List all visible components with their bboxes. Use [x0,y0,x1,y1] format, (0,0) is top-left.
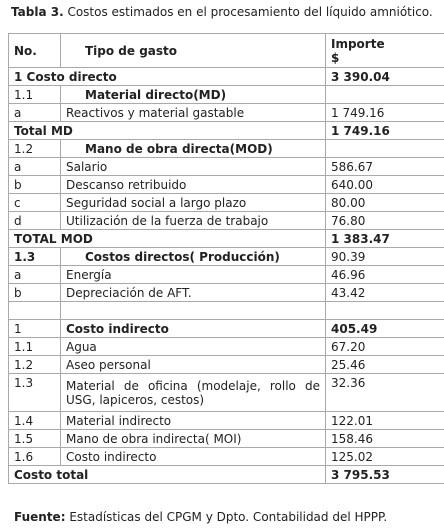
cell-tipo: Costo indirecto [61,448,326,466]
header-no: No. [9,34,61,68]
table-row [9,338,444,356]
cell-tipo: Costos directos( Producción) [61,248,326,266]
cell-importe: 90.39 [326,248,444,266]
table-row [9,122,444,140]
cell-importe: 158.46 [326,430,444,448]
header-importe [326,34,444,68]
cell-no: c [9,194,61,212]
table-row [9,140,444,158]
cell-tipo: Descanso retribuido [61,176,326,194]
cell-importe: 76.80 [326,212,444,230]
table-row [9,320,444,338]
cell-no: 1.1 [9,86,61,104]
cell-importe: 43.42 [326,284,444,302]
cell-no [9,302,61,320]
table-row [9,230,444,248]
cell-importe [326,302,444,320]
cell-importe: 3 390.04 [326,68,444,86]
table-row [9,194,444,212]
cell-label: TOTAL MOD [9,230,326,248]
cell-importe: 1 749.16 [326,122,444,140]
cell-tipo: Reactivos y material gastable [61,104,326,122]
table-row [9,266,444,284]
footer-label: Fuente: [14,510,66,524]
cell-importe [326,140,444,158]
cell-no: a [9,104,61,122]
cell-label: Total MD [9,122,326,140]
table-row [9,430,444,448]
cell-importe [326,86,444,104]
cell-tipo: Depreciación de AFT. [61,284,326,302]
cell-importe: 405.49 [326,320,444,338]
table-caption [11,5,441,19]
cell-importe: 32.36 [326,374,444,412]
cell-importe: 3 795.53 [326,466,444,484]
cell-no: 1.5 [9,430,61,448]
table-row [9,448,444,466]
cell-no: b [9,284,61,302]
cell-importe: 46.96 [326,266,444,284]
cell-tipo: Material indirecto [61,412,326,430]
cell-no: 1.6 [9,448,61,466]
cell-importe: 67.20 [326,338,444,356]
cell-no: b [9,176,61,194]
cell-importe: 125.02 [326,448,444,466]
table-footer-source [14,510,439,524]
table-row [9,68,444,86]
cell-importe: 1 383.47 [326,230,444,248]
cell-no: 1.1 [9,338,61,356]
table-row [9,212,444,230]
table-row [9,302,444,320]
cost-table [8,33,444,484]
cell-no: 1.2 [9,356,61,374]
table-row [9,356,444,374]
caption-label: Tabla 3. [11,5,64,19]
header-tipo: Tipo de gasto [61,34,326,68]
table-row [9,176,444,194]
cell-tipo: Salario [61,158,326,176]
cell-no: 1.2 [9,140,61,158]
cell-importe: 80.00 [326,194,444,212]
cell-no: 1.4 [9,412,61,430]
cell-tipo: Energía [61,266,326,284]
cell-importe: 586.67 [326,158,444,176]
cell-no: 1.3 [9,374,61,412]
table-row [9,466,444,484]
table-row [9,104,444,122]
cell-no: a [9,158,61,176]
cell-label: Costo total [9,466,326,484]
cell-importe: 1 749.16 [326,104,444,122]
table-row [9,412,444,430]
cell-tipo: Mano de obra indirecta( MOI) [61,430,326,448]
table-row [9,284,444,302]
cell-no: 1.3 [9,248,61,266]
cell-tipo: Mano de obra directa(MOD) [61,140,326,158]
table-header-row [9,34,444,68]
header-importe-label: Importe [331,36,385,51]
cell-tipo: Seguridad social a largo plazo [61,194,326,212]
cell-no: d [9,212,61,230]
header-currency: $ [331,50,340,65]
cell-importe: 640.00 [326,176,444,194]
cell-importe: 25.46 [326,356,444,374]
footer-text: Estadísticas del CPGM y Dpto. Contabilidad del HPPP. [65,510,388,524]
cell-label: 1 Costo directo [9,68,326,86]
cell-tipo [61,302,326,320]
cell-tipo: Costo indirecto [61,320,326,338]
caption-text: Costos estimados en el procesamiento del líquido amniótico. [63,5,433,19]
cell-no: 1 [9,320,61,338]
cell-no: a [9,266,61,284]
cell-importe: 122.01 [326,412,444,430]
cell-tipo: Aseo personal [61,356,326,374]
table-row [9,158,444,176]
table-row [9,248,444,266]
cell-tipo: Agua [61,338,326,356]
table-row [9,374,444,412]
cell-tipo: Material directo(MD) [61,86,326,104]
table-row [9,86,444,104]
cell-tipo: Utilización de la fuerza de trabajo [61,212,326,230]
cell-tipo: Material de oficina (modelaje, rollo de USG, lapiceros, cestos) [61,374,326,412]
